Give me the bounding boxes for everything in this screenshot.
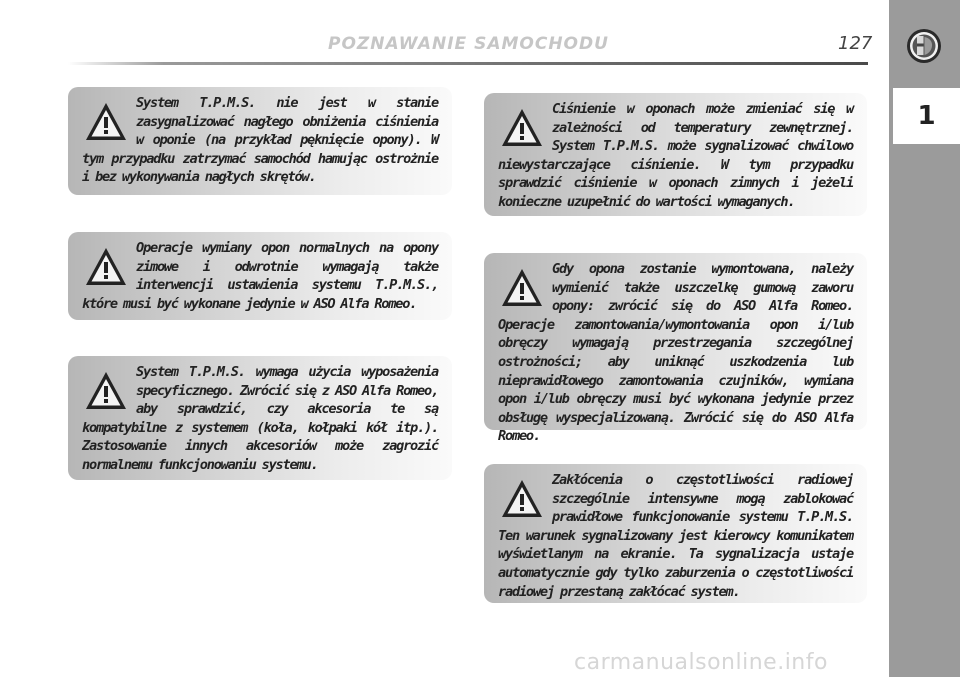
warning-triangle-icon: [84, 100, 128, 144]
warning-note-2: [68, 232, 452, 320]
chapter-number: 1: [917, 101, 936, 131]
warning-note-3: [68, 356, 452, 480]
header-title: POZNAWANIE SAMOCHODU: [328, 34, 609, 54]
warning-triangle-icon: [84, 369, 128, 413]
warning-triangle-icon: [84, 245, 128, 289]
warning-note-6: [484, 464, 867, 603]
warning-note-text: Zakłócenia o częstotliwości radiowej szczególnie intensywne mogą zablokować prawidłowe funkcjonowanie systemu T.P.M.S. Ten warunek sygnalizowany jest kierowcy komunikatem wyświetlanym na ekranie. Ta sygnalizacja ustaje automatycznie gdy tylko zaburzenia o częstotliwości radiowej przestaną zakłócać system.: [498, 472, 853, 600]
warning-triangle-icon: [500, 477, 544, 521]
warning-note-1: [68, 87, 452, 195]
warning-triangle-icon: [500, 266, 544, 310]
warning-note-4: [484, 93, 867, 216]
warning-triangle-icon: [500, 106, 544, 150]
chapter-box: [893, 88, 960, 144]
warning-note-text: System T.P.M.S. wymaga użycia wyposażenia specyficznego. Zwrócić się z ASO Alfa Romeo, aby sprawdzić, czy akcesoria te są kompatybilne z systemem (koła, kołpaki kół itp.). Zastosowanie innych akcesoriów może zagrozić normalnemu funkcjonowaniu systemu.: [82, 364, 438, 473]
watermark: carmanualsonline.info: [574, 650, 828, 675]
warning-note-text: Operacje wymiany opon normalnych na opony zimowe i odwrotnie wymagają także interwencji ustawienia systemu T.P.M.S., które musi być wykonane jedynie w ASO Alfa Romeo.: [82, 240, 438, 312]
warning-note-text: System T.P.M.S. nie jest w stanie zasygnalizować nagłego obniżenia ciśnienia w oponie (na przykład pęknięcie opony). W tym przypadku zatrzymać samochód hamując ostrożnie i bez wykonywania nagłych skrętów.: [82, 95, 438, 186]
warning-note-text: Ciśnienie w oponach może zmieniać się w zależności od temperatury zewnętrznej. System T.P.M.S. może sygnalizować chwilowo niewystarczające ciśnienie. W tym przypadku sprawdzić ciśnienie w oponach zimnych i jeżeli konieczne uzupełnić do wartości wymaganych.: [498, 101, 853, 210]
alfa-romeo-logo-icon: [906, 28, 942, 64]
warning-note-5: [484, 253, 867, 445]
warning-note-text: Gdy opona zostanie wymontowana, należy wymienić także uszczelkę gumową zaworu opony: zwrócić się do ASO Alfa Romeo. Operacje zamontowania/wymontowania opon i/lub obręczy wymagają przestrzegania szczególnej ostrożności; aby uniknąć uszkodzenia lub nieprawidłowego zamontowania czujników, wymiana opon i/lub obręczy musi być wykonana jedynie przez obsługę wyspecjalizowaną. Zwrócić się do ASO Alfa Romeo.: [498, 261, 853, 445]
header-rule: [68, 62, 868, 65]
page-number: 127: [838, 33, 873, 54]
